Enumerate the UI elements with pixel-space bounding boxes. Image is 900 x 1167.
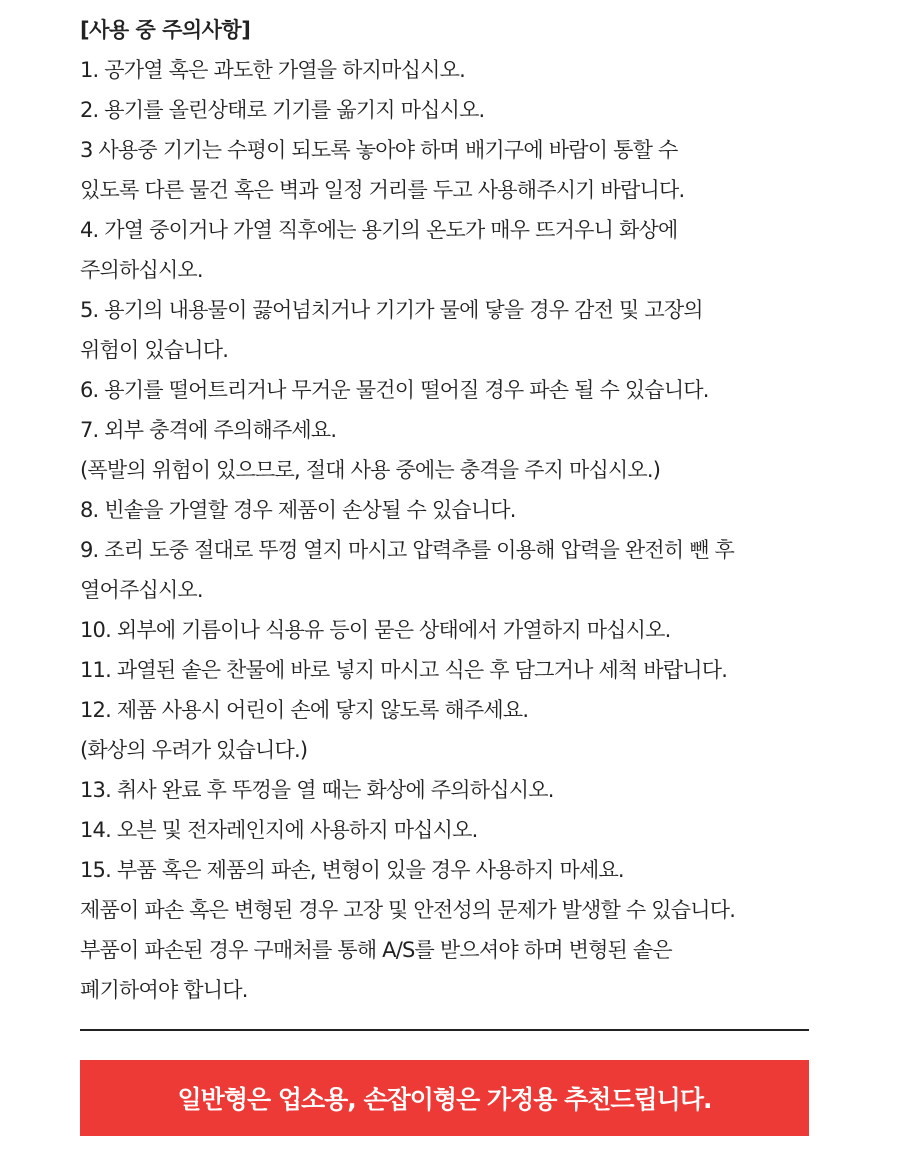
precaution-line: 2. 용기를 올린상태로 기기를 옮기지 마십시오. <box>80 98 485 122</box>
usage-precautions-section <box>80 10 840 1010</box>
precaution-line: 4. 가열 중이거나 가열 직후에는 용기의 온도가 매우 뜨거우니 화상에 <box>80 218 678 242</box>
recommendation-text: 일반형은 업소용, 손잡이형은 가정용 추천드립니다. <box>177 1085 712 1114</box>
precaution-line: 제품이 파손 혹은 변형된 경우 고장 및 안전성의 문제가 발생할 수 있습니다. <box>80 898 736 922</box>
precaution-line: 부품이 파손된 경우 구매처를 통해 A/S를 받으셔야 하며 변형된 솥은 <box>80 938 672 962</box>
section-divider <box>80 1029 809 1031</box>
precaution-line: 있도록 다른 물건 혹은 벽과 일정 거리를 두고 사용해주시기 바랍니다. <box>80 178 685 202</box>
precaution-line: 3 사용중 기기는 수평이 되도록 놓아야 하며 배기구에 바람이 통할 수 <box>80 138 678 162</box>
precaution-line: (화상의 우려가 있습니다.) <box>80 738 308 762</box>
precaution-line: 1. 공가열 혹은 과도한 가열을 하지마십시오. <box>80 58 465 82</box>
precaution-line: 12. 제품 사용시 어린이 손에 닿지 않도록 해주세요. <box>80 698 529 722</box>
precaution-line: 7. 외부 충격에 주의해주세요. <box>80 418 337 442</box>
precaution-line: 9. 조리 도중 절대로 뚜껑 열지 마시고 압력추를 이용해 압력을 완전히 뺀 후 <box>80 538 735 562</box>
recommendation-banner <box>80 1060 809 1136</box>
precaution-line: 5. 용기의 내용물이 끓어넘치거나 기기가 물에 닿을 경우 감전 및 고장의 <box>80 298 703 322</box>
precaution-line: 위험이 있습니다. <box>80 338 229 362</box>
precaution-line: 주의하십시오. <box>80 258 203 282</box>
precaution-line: 10. 외부에 기름이나 식용유 등이 묻은 상태에서 가열하지 마십시오. <box>80 618 671 642</box>
precaution-line: (폭발의 위험이 있으므로, 절대 사용 중에는 충격을 주지 마십시오.) <box>80 458 661 482</box>
precaution-list <box>80 50 840 1010</box>
precaution-line: 8. 빈솥을 가열할 경우 제품이 손상될 수 있습니다. <box>80 498 516 522</box>
precaution-line: 6. 용기를 떨어트리거나 무거운 물건이 떨어질 경우 파손 될 수 있습니다. <box>80 378 709 402</box>
precaution-line: 폐기하여야 합니다. <box>80 978 248 1002</box>
precaution-line: 15. 부품 혹은 제품의 파손, 변형이 있을 경우 사용하지 마세요. <box>80 858 624 882</box>
precaution-line: 11. 과열된 솥은 찬물에 바로 넣지 마시고 식은 후 담그거나 세척 바랍니다. <box>80 658 728 682</box>
precaution-line: 열어주십시오. <box>80 578 203 602</box>
precaution-line: 14. 오븐 및 전자레인지에 사용하지 마십시오. <box>80 818 478 842</box>
section-heading: [사용 중 주의사항] <box>80 18 251 42</box>
precaution-line: 13. 취사 완료 후 뚜껑을 열 때는 화상에 주의하십시오. <box>80 778 554 802</box>
